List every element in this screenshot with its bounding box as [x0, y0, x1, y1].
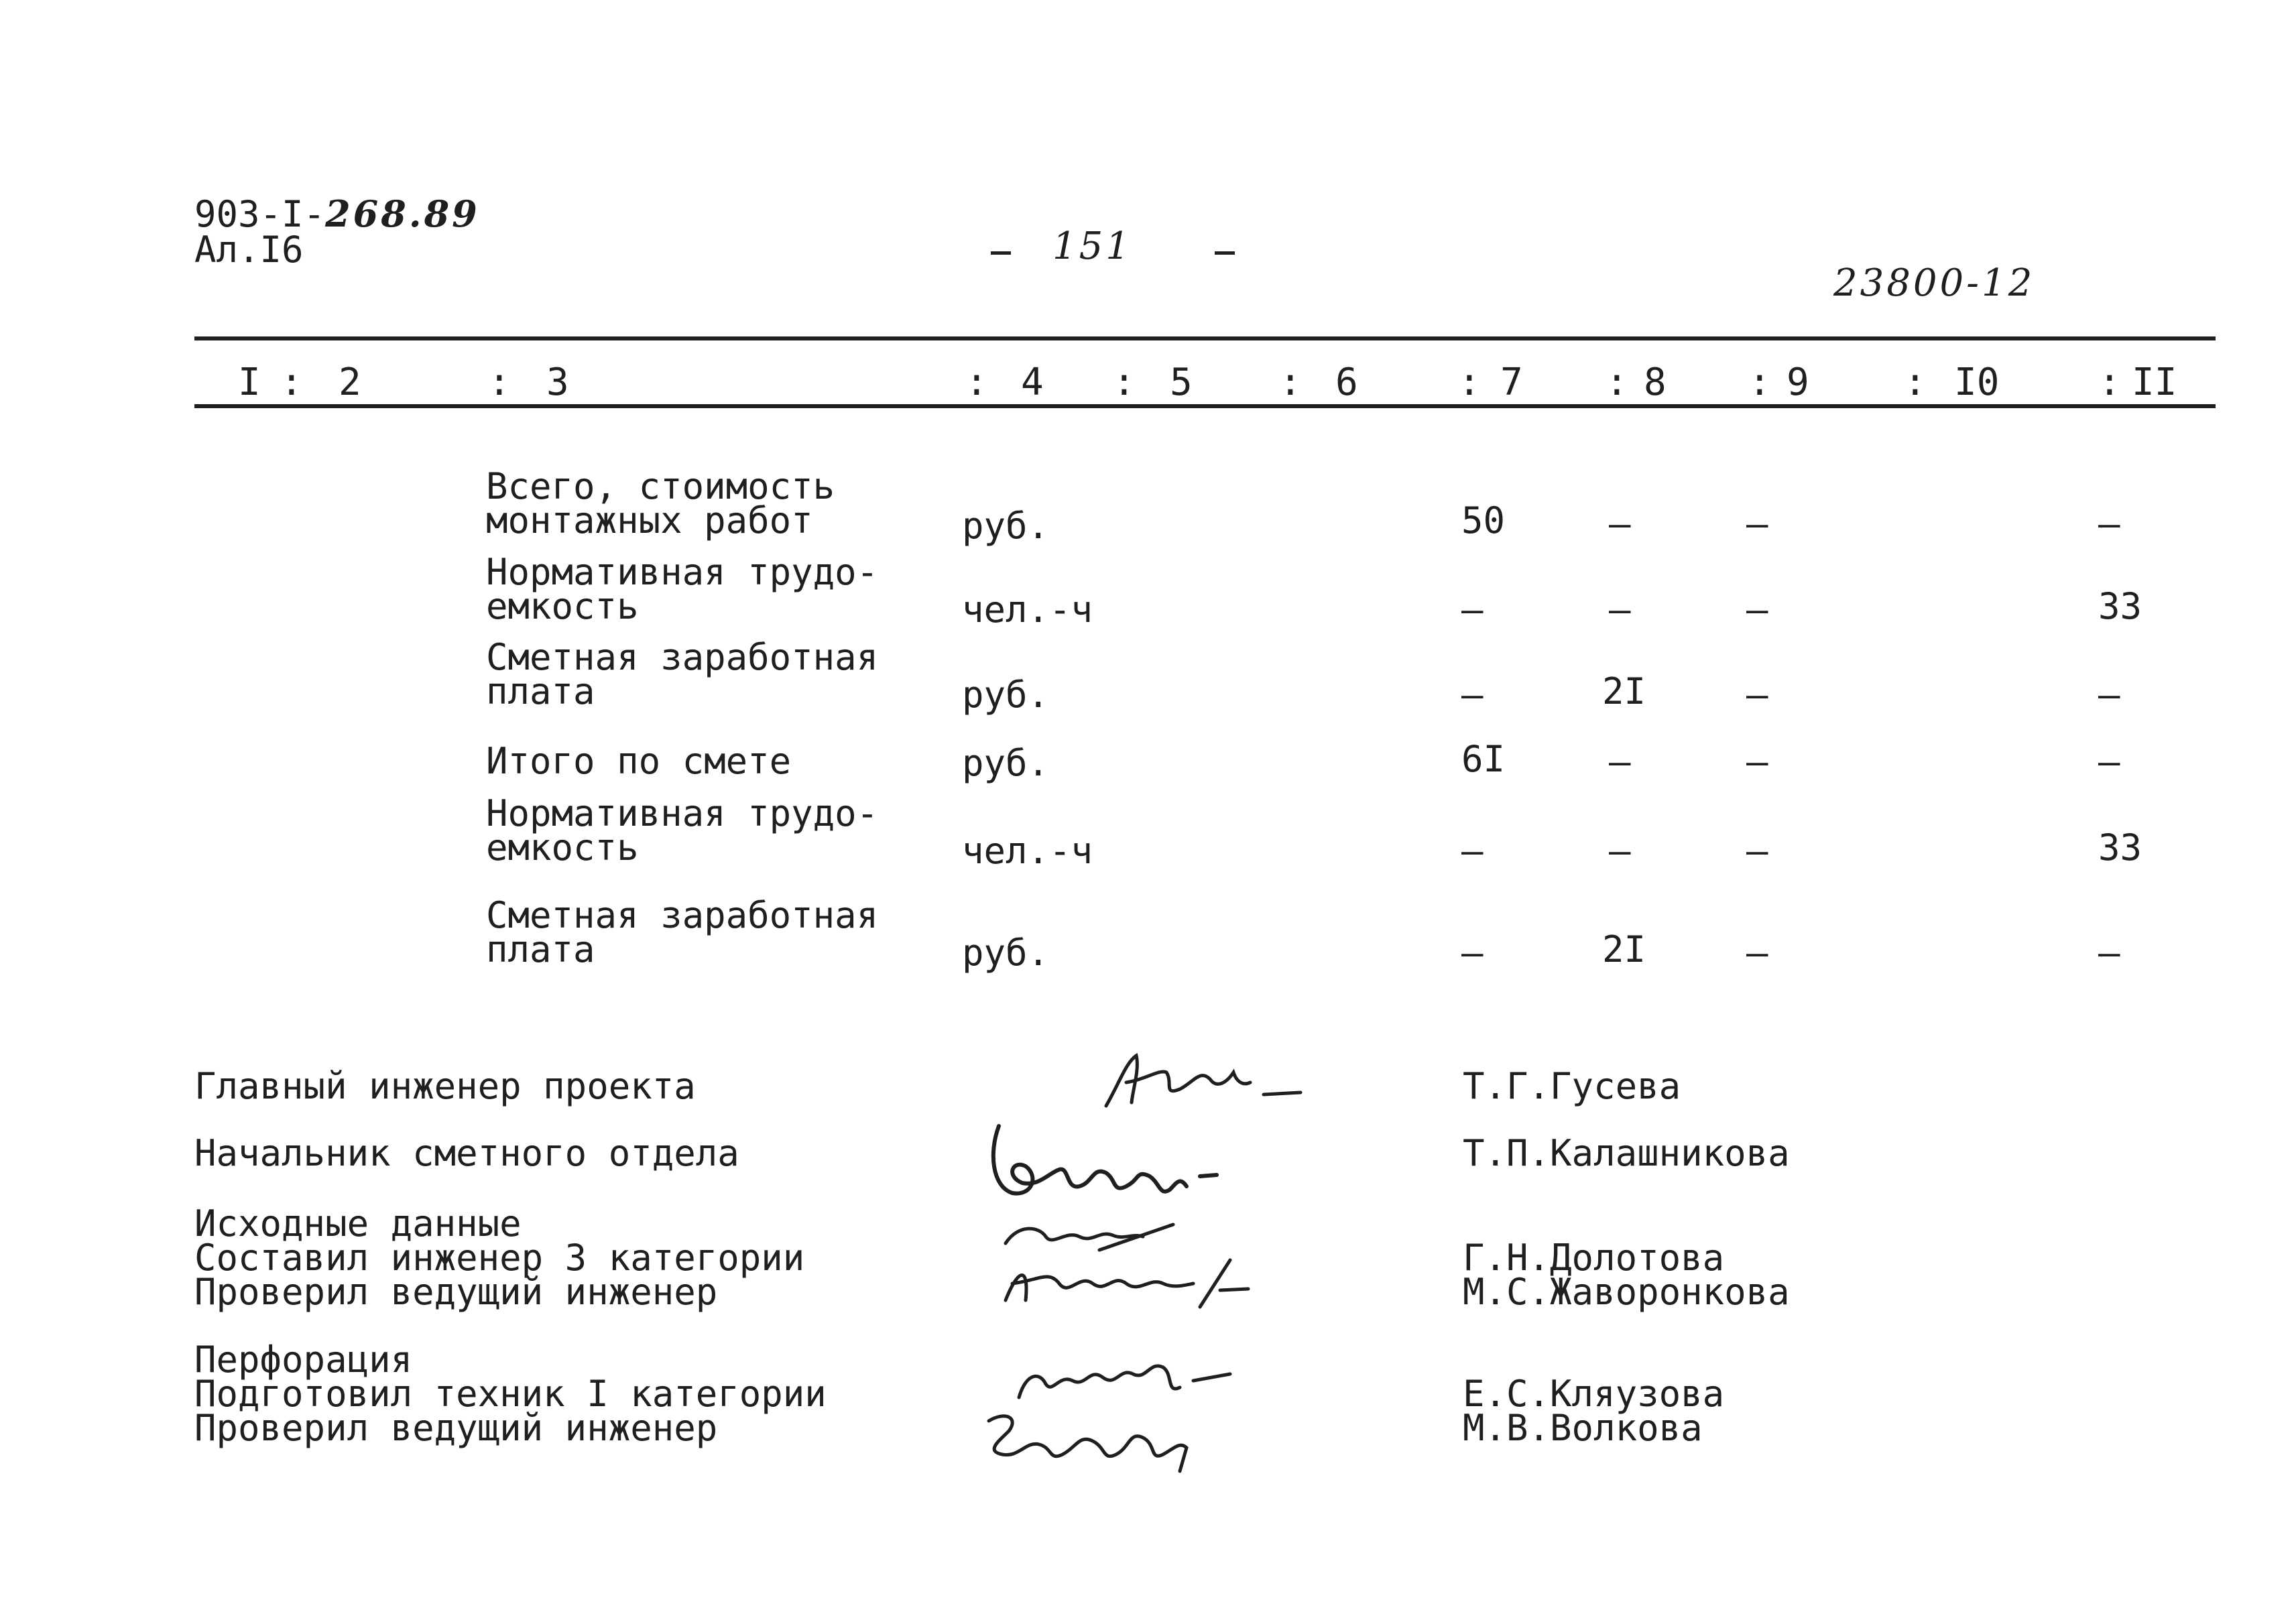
column-number-2: 2	[339, 361, 361, 404]
column-separator: :	[1113, 361, 1136, 404]
row-col8: 2I	[1602, 928, 1646, 971]
row-col11: 33	[2098, 826, 2142, 869]
signature-name-chief-engineer: Т.Г.Гусева	[1463, 1065, 1681, 1107]
row-col11: –	[2098, 932, 2120, 974]
row-col8: –	[1609, 741, 1631, 783]
row-col9: –	[1746, 932, 1768, 974]
column-separator: :	[1458, 361, 1481, 404]
page-number: 151	[1052, 225, 1132, 268]
row-col7: –	[1461, 830, 1484, 872]
row-col8: –	[1609, 830, 1631, 872]
column-number-1: I	[238, 361, 261, 404]
column-number-9: 9	[1787, 361, 1809, 404]
column-separator: :	[1748, 361, 1771, 404]
row-unit: чел.-ч	[962, 588, 1093, 631]
row-col11: 33	[2098, 585, 2142, 627]
table-top-rule	[194, 336, 2216, 340]
column-separator: :	[1904, 361, 1927, 404]
row-col7: –	[1461, 932, 1484, 974]
document-code	[194, 192, 480, 235]
handwritten-signature-prepared	[1012, 1347, 1240, 1408]
column-separator: :	[1279, 361, 1302, 404]
signature-role-chief-engineer: Главный инженер проекта	[194, 1065, 696, 1107]
row-col11: –	[2098, 503, 2120, 545]
column-number-6: 6	[1335, 361, 1358, 404]
column-number-4: 4	[1021, 361, 1044, 404]
row-col11: –	[2098, 741, 2120, 783]
document-code-prefix: 903-I-	[194, 193, 326, 235]
table-header-rule	[194, 404, 2216, 408]
row-col7: 6I	[1461, 738, 1506, 780]
row-col11: –	[2098, 674, 2120, 716]
row-label: Нормативная трудо- емкость	[486, 551, 879, 627]
signature-name-estimate-head: Т.П.Калашникова	[1463, 1132, 1790, 1174]
signature-name-prepared: Е.С.Кляузова	[1463, 1373, 1725, 1415]
perforation-title: Перфорация	[194, 1338, 413, 1381]
row-col8: –	[1609, 588, 1631, 631]
signature-name-checked-2: М.В.Волкова	[1463, 1407, 1703, 1449]
column-number-5: 5	[1170, 361, 1193, 404]
page-number-dash-left	[991, 251, 1011, 255]
row-col7: –	[1461, 674, 1484, 716]
handwritten-signature-checked-1	[999, 1247, 1254, 1314]
handwritten-signature-estimate-head	[985, 1113, 1227, 1213]
row-label: Сметная заработная плата	[486, 894, 879, 971]
column-number-10: I0	[1954, 361, 2000, 404]
column-number-3: 3	[546, 361, 569, 404]
row-unit: руб.	[962, 674, 1050, 716]
signature-role-compiled: Составил инженер 3 категории	[194, 1237, 805, 1279]
handwritten-signature-checked-2	[979, 1401, 1200, 1475]
row-col9: –	[1746, 830, 1768, 872]
row-unit: руб.	[962, 932, 1050, 974]
signature-role-prepared: Подготовил техник I категории	[194, 1373, 827, 1415]
column-separator: :	[280, 361, 303, 404]
row-col8: –	[1609, 503, 1631, 545]
signature-name-compiled: Г.Н.Долотова	[1463, 1237, 1725, 1279]
column-number-7: 7	[1500, 361, 1523, 404]
signature-role-checked-1: Проверил ведущий инженер	[194, 1271, 718, 1313]
column-number-8: 8	[1644, 361, 1667, 404]
row-col9: –	[1746, 674, 1768, 716]
signature-role-estimate-head: Начальник сметного отдела	[194, 1132, 739, 1174]
row-col9: –	[1746, 588, 1768, 631]
signature-role-checked-2: Проверил ведущий инженер	[194, 1407, 718, 1449]
row-col8: 2I	[1602, 670, 1646, 712]
row-col9: –	[1746, 503, 1768, 545]
handwritten-signature-chief-engineer	[1099, 1042, 1314, 1116]
signature-name-checked-1: М.С.Жаворонкова	[1463, 1271, 1790, 1313]
inventory-number: 23800-12	[1833, 261, 2035, 305]
column-separator: :	[965, 361, 988, 404]
document-code-handwritten: 268.89	[325, 192, 480, 235]
row-label: Итого по смете	[486, 740, 792, 782]
column-number-11: II	[2132, 361, 2177, 404]
row-label: Всего, стоимость монтажных работ	[486, 465, 835, 542]
row-col7: 50	[1461, 499, 1506, 542]
row-col7: –	[1461, 588, 1484, 631]
column-separator: :	[488, 361, 511, 404]
row-unit: руб.	[962, 742, 1050, 784]
row-unit: руб.	[962, 505, 1050, 547]
page-number-dash-right	[1215, 251, 1235, 255]
sheet-label: Ал.I6	[194, 229, 304, 271]
row-unit: чел.-ч	[962, 830, 1093, 872]
source-data-title: Исходные данные	[194, 1202, 522, 1245]
row-label: Нормативная трудо- емкость	[486, 792, 879, 869]
column-separator: :	[2098, 361, 2121, 404]
column-separator: :	[1606, 361, 1628, 404]
row-col9: –	[1746, 741, 1768, 783]
row-label: Сметная заработная плата	[486, 636, 879, 712]
